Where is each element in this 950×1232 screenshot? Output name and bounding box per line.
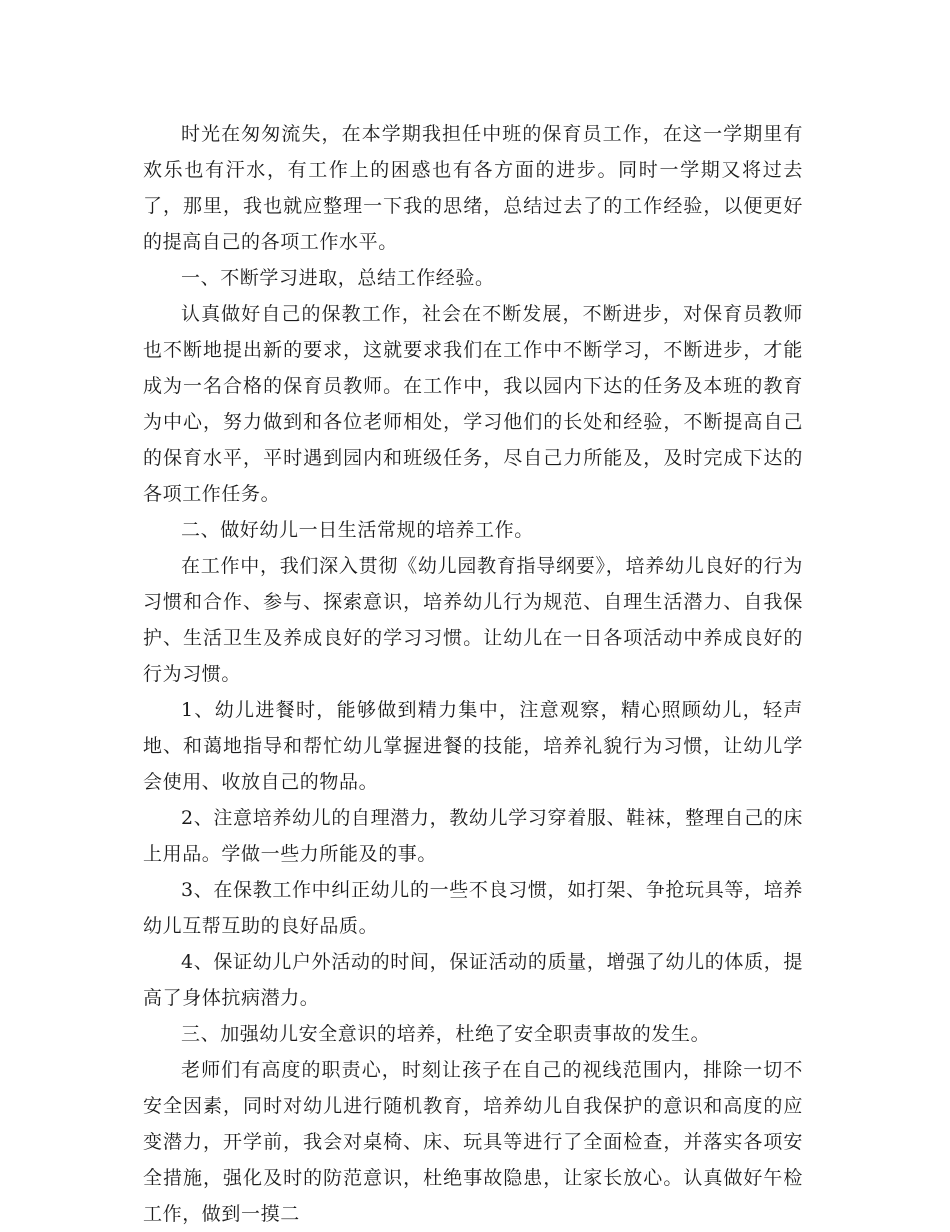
section-heading-2: 二、做好幼儿一日生活常规的培养工作。 xyxy=(181,519,534,541)
section-1-paragraph: 认真做好自己的保教工作，社会在不断发展，不断进步，对保育员教师也不断地提出新的要求，这就要求我们在工作中不断学习，不断进步，才能成为一名合格的保育员教师。在工作中，我以园内下达的任务及本班的教育为中心，努力做到和各位老师相处，学习他们的长处和经验，不断提高自己的保育水平，平时遇到园内和班级任务，尽自己力所能及，及时完成下达的各项工作任务。 xyxy=(143,303,803,505)
section-2-paragraph: 在工作中，我们深入贯彻《幼儿园教育指导纲要》，培养幼儿良好的行为习惯和合作、参与、探索意识，培养幼儿行为规范、自理生活潜力、自我保护、生活卫生及养成良好的学习习惯。让幼儿在一日各项活动中养成良好的行为习惯。 xyxy=(143,555,803,685)
list-item-3: 3、在保教工作中纠正幼儿的一些不良习惯，如打架、争抢玩具等，培养幼儿互帮互助的良好品质。 xyxy=(143,879,803,937)
section-heading-1: 一、不断学习进取，总结工作经验。 xyxy=(181,267,495,289)
document-body xyxy=(143,116,803,1232)
intro-paragraph: 时光在匆匆流失，在本学期我担任中班的保育员工作，在这一学期里有欢乐也有汗水，有工作上的困惑也有各方面的进步。同时一学期又将过去了，那里，我也就应整理一下我的思绪，总结过去了的工作经验，以便更好的提高自己的各项工作水平。 xyxy=(143,123,803,253)
section-3-paragraph: 老师们有高度的职责心，时刻让孩子在自己的视线范围内，排除一切不安全因素，同时对幼儿进行随机教育，培养幼儿自我保护的意识和高度的应变潜力，开学前，我会对桌椅、床、玩具等进行了全面检查，并落实各项安全措施，强化及时的防范意识，杜绝事故隐患，让家长放心。认真做好午检工作，做到一摸二 xyxy=(143,1059,803,1225)
section-heading-3: 三、加强幼儿安全意识的培养，杜绝了安全职责事故的发生。 xyxy=(181,1023,711,1045)
list-item-4: 4、保证幼儿户外活动的时间，保证活动的质量，增强了幼儿的体质，提高了身体抗病潜力。 xyxy=(143,951,803,1009)
list-item-2: 2、注意培养幼儿的自理潜力，教幼儿学习穿着服、鞋袜，整理自己的床上用品。学做一些力所能及的事。 xyxy=(143,807,803,865)
list-item-1: 1、幼儿进餐时，能够做到精力集中，注意观察，精心照顾幼儿，轻声地、和蔼地指导和帮忙幼儿掌握进餐的技能，培养礼貌行为习惯，让幼儿学会使用、收放自己的物品。 xyxy=(143,699,803,793)
